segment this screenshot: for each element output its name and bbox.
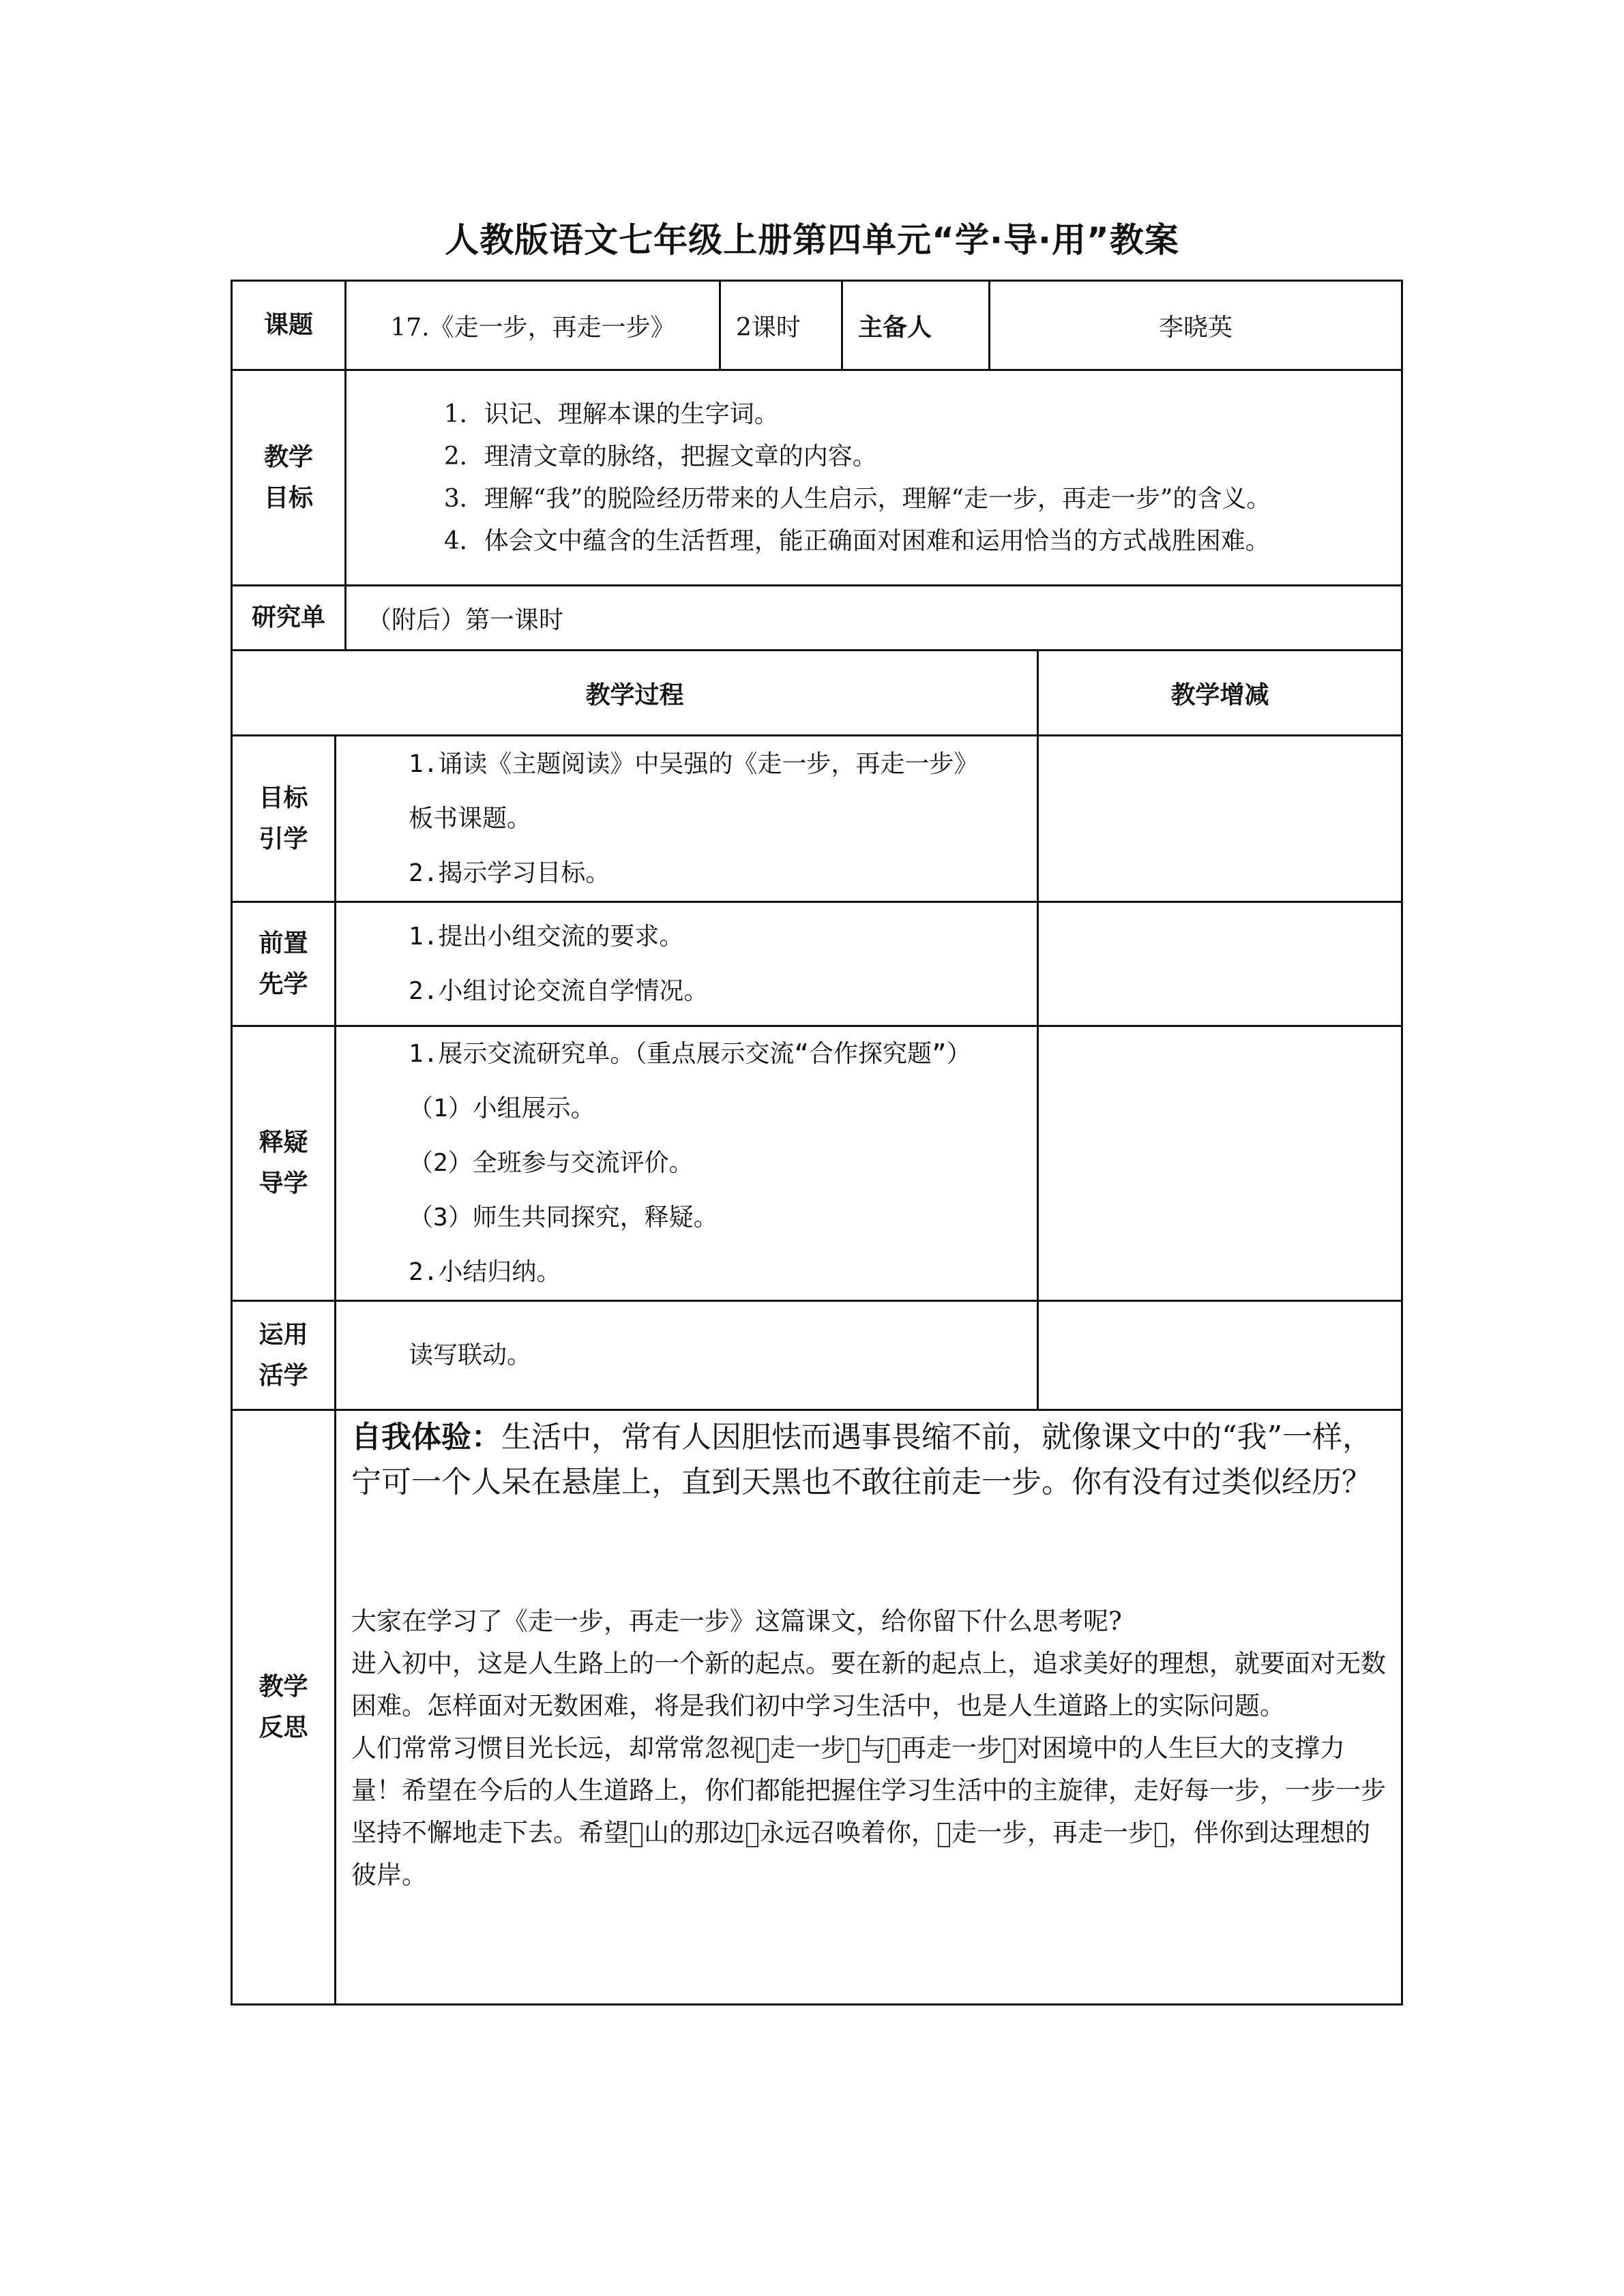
preparer-label [842,281,990,370]
preparer-label-text: 主备人 [858,313,932,342]
stage-line: （3）师生共同探究，释疑。 [409,1204,718,1232]
reflection-paragraph-1: 大家在学习了《走一步，再走一步》这篇课文，给你留下什么思考呢? [351,1607,1122,1636]
stage-row [232,1026,1402,1301]
stage-label [232,1026,336,1301]
goals-content [346,370,1402,586]
research-label: 研究单 [232,586,346,651]
p3-text-h: 走一步，再走一步 [951,1818,1153,1847]
process-header-row [232,651,1402,736]
stage-label-line-2: 活学 [259,1361,308,1390]
missing-glyph-icon [847,1738,859,1763]
goal-item: 2．理清文章的脉络，把握文章的内容。 [443,442,877,471]
stage-content [336,902,1038,1026]
missing-glyph-icon [1003,1738,1016,1763]
goals-label-line-2: 目标 [264,483,314,512]
goals-label [232,370,346,586]
adjust-header: 教学增减 [1038,651,1402,736]
stage-line: 2.小结归纳。 [409,1258,561,1286]
missing-glyph-icon [887,1738,900,1763]
missing-glyph-icon [938,1823,950,1847]
stage-content [336,1301,1038,1410]
stage-line: 读写联动。 [409,1341,532,1369]
self-experience-text: 生活中，常有人因胆怯而遇事畏缩不前，就像课文中的“我”一样，宁可一个人呆在悬崖上，直到天黑也不敢往前走一步。你有没有过类似经历？ [351,1420,1372,1500]
stage-adjust-cell [1038,736,1402,902]
reflection-label [232,1410,336,2005]
topic-value: 17.《走一步，再走一步》 [346,281,720,370]
p3-text-i: ，伴你到达理想的彼岸。 [351,1818,1370,1890]
p3-text-c: 与 [861,1733,886,1763]
stage-row [232,902,1402,1026]
stage-label [232,736,336,902]
self-experience-label: 自我体验： [351,1420,501,1455]
goals-row [232,370,1402,586]
reflection-row [232,1410,1402,2005]
stage-line: 1.展示交流研究单。（重点展示交流“合作探究题”） [409,1040,971,1068]
stage-content [336,1026,1038,1301]
stage-line: 板书课题。 [409,804,532,833]
stage-line: （2）全班参与交流评价。 [409,1149,694,1177]
stage-line: 2.小组讨论交流自学情况。 [409,976,709,1005]
preparer-value: 李晓英 [990,281,1402,370]
stage-label-line-1: 运用 [259,1320,308,1349]
self-experience [351,1411,1387,1505]
reflection-paragraph-2: 进入初中，这是人生路上的一个新的起点。要在新的起点上，追求美好的理想，就要面对无数困难。怎样面对无数困难，将是我们初中学习生活中，也是人生道路上的实际问题。 [351,1649,1386,1720]
p3-text-b: 走一步 [770,1733,846,1763]
stage-label-line-1: 释疑 [259,1129,308,1157]
stage-label [232,1301,336,1410]
research-value: （附后）第一课时 [346,586,1402,651]
goal-item: 1．识记、理解本课的生字词。 [443,400,779,428]
stage-label-line-1: 前置 [259,929,308,957]
p3-text-g: 永远召唤着你， [760,1818,936,1847]
process-header: 教学过程 [232,651,1038,736]
stage-adjust-cell [1038,902,1402,1026]
goals-label-line-1: 教学 [264,443,314,471]
p3-text-a: 人们常常习惯目光长远，却常常忽视 [351,1733,755,1763]
goal-item: 3．理解“我”的脱险经历带来的人生启示，理解“走一步，再走一步”的含义。 [443,484,1271,513]
stage-label-line-2: 导学 [259,1169,308,1197]
stage-row [232,736,1402,902]
page-title: 人教版语文七年级上册第四单元“学·导·用”教案 [445,220,1179,260]
stage-line: 2.揭示学习目标。 [409,859,610,887]
reflection-label-line-2: 反思 [259,1713,308,1742]
p3-text-e: 对困境中的人生巨大的支撑力量！希望在今后的人生道路上，你们都能把握住学习生活中的主旋律，走好每一步，一步一步坚持不懈地走下去。希望 [351,1733,1386,1847]
missing-glyph-icon [756,1738,769,1763]
goal-item: 4．体会文中蕴含的生活哲理，能正确面对困难和运用恰当的方式战胜困难。 [443,526,1270,555]
reflection-content [336,1410,1402,2005]
p3-text-d: 再走一步 [901,1733,1002,1763]
stage-line: 1.诵读《主题阅读》中吴强的《走一步，再走一步》 [409,749,979,778]
stage-content [336,736,1038,902]
topic-label: 课题 [232,281,346,370]
p3-text-f: 山的那边 [644,1818,745,1847]
lesson-plan-table [231,280,1403,2006]
reflection-paragraph-3 [351,1727,1387,1896]
stage-label-line-1: 目标 [259,784,308,812]
missing-glyph-icon [746,1823,758,1847]
stage-label-line-2: 引学 [259,824,308,853]
class-hours: 2课时 [720,281,842,370]
stage-label-line-2: 先学 [259,970,308,998]
topic-row [232,281,1402,370]
stage-row [232,1301,1402,1410]
stage-line: 1.提出小组交流的要求。 [409,922,684,951]
stage-adjust-cell [1038,1301,1402,1410]
stage-adjust-cell [1038,1026,1402,1301]
missing-glyph-icon [1155,1823,1167,1847]
stage-label [232,902,336,1026]
stage-line: （1）小组展示。 [409,1094,595,1122]
reflection-label-line-1: 教学 [259,1672,308,1701]
research-row [232,586,1402,651]
missing-glyph-icon [630,1823,643,1847]
